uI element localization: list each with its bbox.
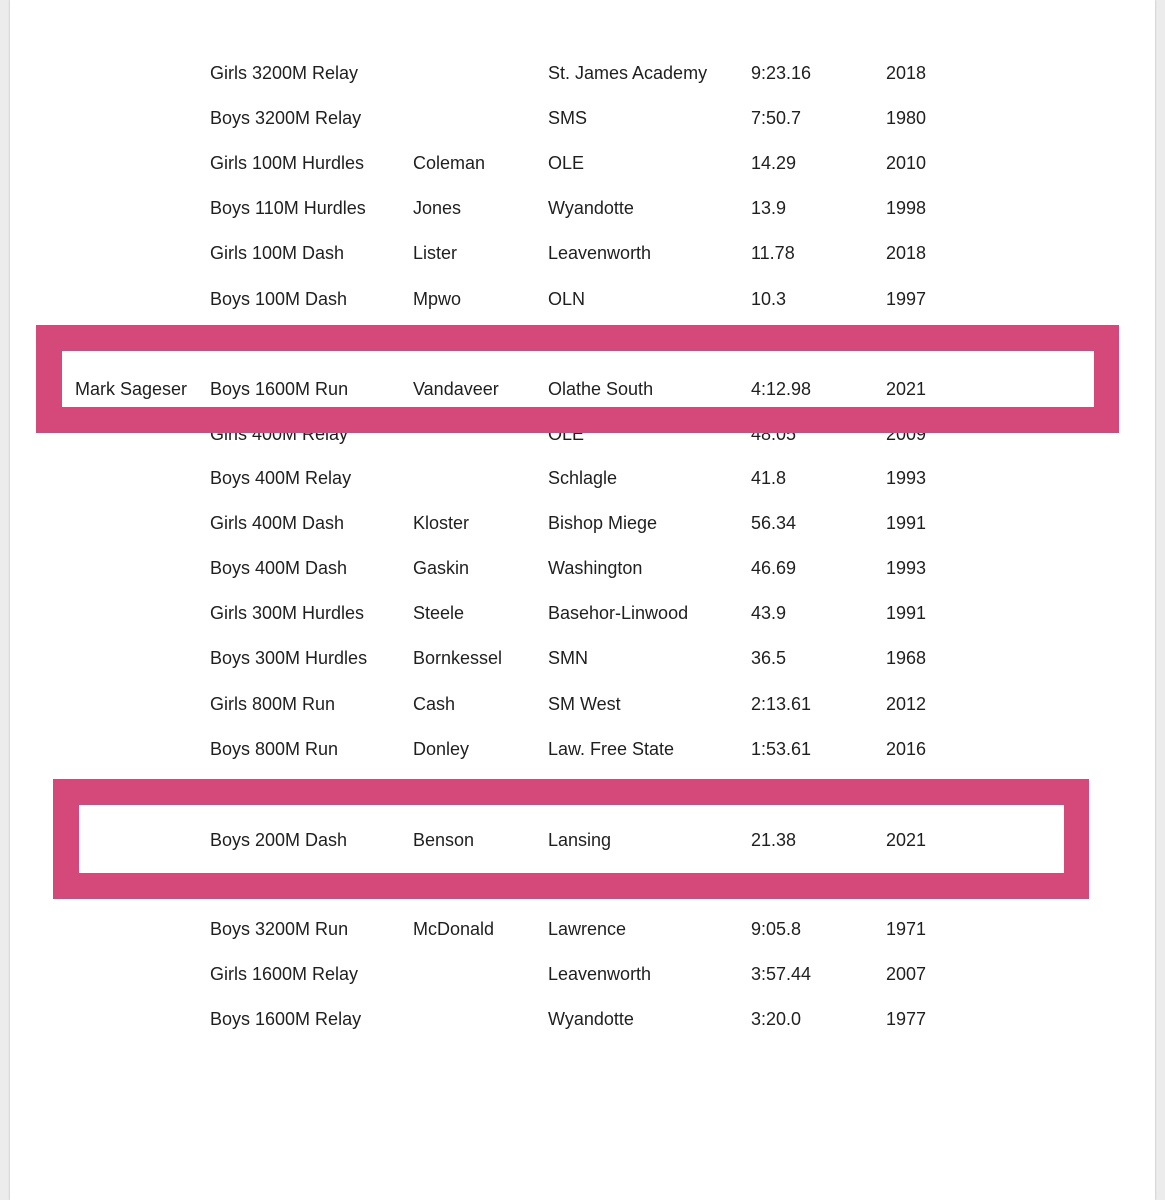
table-row — [0, 689, 1165, 719]
year-cell: 2021 — [886, 830, 927, 850]
year-cell: 1998 — [886, 198, 927, 219]
event-cell: Boys 800M Run — [210, 738, 339, 759]
year-cell: 1968 — [886, 648, 927, 669]
event-cell: Boys 400M Relay — [210, 468, 352, 488]
table-row — [0, 463, 1165, 493]
mark-cell: 3:57.44 — [751, 964, 812, 985]
table-row — [0, 734, 1165, 764]
highlighted-row — [0, 825, 1165, 855]
school-cell: St. James Academy — [548, 63, 708, 83]
event-cell: Girls 400M Dash — [210, 513, 345, 534]
school-cell: OLN — [548, 288, 586, 309]
school-cell: Washington — [548, 558, 643, 579]
event-cell: Boys 1600M Relay — [210, 1009, 362, 1030]
event-cell: Girls 100M Dash — [210, 243, 345, 264]
mark-cell: 56.34 — [751, 513, 797, 534]
mark-cell: 10.3 — [751, 288, 787, 309]
event-cell: Boys 1600M Run — [210, 379, 349, 399]
school-cell: Lansing — [548, 830, 612, 850]
mark-cell: 46.69 — [751, 558, 797, 579]
school-cell: SMS — [548, 108, 588, 129]
school-cell: OLE — [548, 424, 585, 444]
table-row — [0, 508, 1165, 538]
year-cell: 1980 — [886, 108, 927, 129]
event-cell: Girls 100M Hurdles — [210, 153, 365, 174]
table-row — [0, 914, 1165, 944]
athlete-cell: McDonald — [413, 919, 495, 939]
table-row — [0, 553, 1165, 583]
mark-cell: 4:12.98 — [751, 379, 812, 399]
mark-cell: 9:23.16 — [751, 63, 812, 83]
school-cell: Wyandotte — [548, 198, 634, 219]
table-row — [0, 58, 1165, 88]
athlete-cell: Bornkessel — [413, 648, 503, 669]
mark-cell: 41.8 — [751, 468, 787, 488]
school-cell: Bishop Miege — [548, 513, 658, 534]
event-cell: Girls 400M Relay — [210, 424, 349, 444]
mark-cell: 9:05.8 — [751, 919, 802, 939]
school-cell: Leavenworth — [548, 964, 652, 985]
mark-cell: 1:53.61 — [751, 738, 812, 759]
athlete-cell: Lister — [413, 243, 458, 264]
athlete-cell: Gaskin — [413, 558, 470, 579]
table-row — [0, 193, 1165, 223]
mark-cell: 2:13.61 — [751, 693, 812, 714]
year-cell: 2021 — [886, 379, 927, 399]
year-cell: 1977 — [886, 1009, 927, 1030]
name-cell: Mark Sageser — [75, 379, 188, 399]
year-cell: 1991 — [886, 513, 927, 534]
year-cell: 1971 — [886, 919, 927, 939]
athlete-cell: Steele — [413, 603, 465, 624]
event-cell: Boys 110M Hurdles — [210, 198, 366, 219]
athlete-cell: Jones — [413, 198, 462, 219]
school-cell: OLE — [548, 153, 585, 174]
athlete-cell: Coleman — [413, 153, 486, 174]
school-cell: Leavenworth — [548, 243, 652, 264]
year-cell: 2007 — [886, 964, 927, 985]
event-cell: Boys 400M Dash — [210, 558, 348, 579]
school-cell: Lawrence — [548, 919, 627, 939]
event-cell: Girls 800M Run — [210, 693, 336, 714]
table-row — [0, 643, 1165, 673]
school-cell: SMN — [548, 648, 588, 669]
athlete-cell: Kloster — [413, 513, 470, 534]
school-cell: Schlagle — [548, 468, 618, 488]
athlete-cell: Cash — [413, 693, 456, 714]
athlete-cell: Vandaveer — [413, 379, 499, 399]
mark-cell: 7:50.7 — [751, 108, 802, 129]
mark-cell: 14.29 — [751, 153, 797, 174]
highlighted-row — [0, 374, 1165, 404]
year-cell: 2018 — [886, 63, 927, 83]
table-row — [0, 598, 1165, 628]
event-cell: Boys 3200M Run — [210, 919, 349, 939]
athlete-cell: Mpwo — [413, 288, 462, 309]
mark-cell: 11.78 — [751, 243, 795, 264]
year-cell: 1993 — [886, 558, 927, 579]
table-row — [0, 1004, 1165, 1034]
mark-cell: 43.9 — [751, 603, 787, 624]
table-row — [0, 238, 1165, 268]
event-cell: Girls 1600M Relay — [210, 964, 359, 985]
year-cell: 1997 — [886, 288, 927, 309]
event-cell: Boys 100M Dash — [210, 288, 348, 309]
year-cell: 2016 — [886, 738, 927, 759]
year-cell: 1993 — [886, 468, 927, 488]
school-cell: SM West — [548, 693, 621, 714]
mark-cell: 21.38 — [751, 830, 797, 850]
year-cell: 2009 — [886, 424, 927, 444]
table-row — [0, 103, 1165, 133]
mark-cell: 48.05 — [751, 424, 797, 444]
mark-cell: 3:20.0 — [751, 1009, 802, 1030]
event-cell: Girls 3200M Relay — [210, 63, 359, 83]
year-cell: 1991 — [886, 603, 927, 624]
school-cell: Law. Free State — [548, 738, 675, 759]
athlete-cell: Donley — [413, 738, 470, 759]
event-cell: Boys 3200M Relay — [210, 108, 362, 129]
event-cell: Boys 300M Hurdles — [210, 648, 368, 669]
year-cell: 2012 — [886, 693, 927, 714]
table-row — [0, 148, 1165, 178]
school-cell: Wyandotte — [548, 1009, 634, 1030]
event-cell: Boys 200M Dash — [210, 830, 348, 850]
year-cell: 2010 — [886, 153, 927, 174]
table-row — [0, 284, 1165, 314]
year-cell: 2018 — [886, 243, 927, 264]
school-cell: Olathe South — [548, 379, 654, 399]
athlete-cell: Benson — [413, 830, 475, 850]
event-cell: Girls 300M Hurdles — [210, 603, 365, 624]
mark-cell: 13.9 — [751, 198, 787, 219]
table-row — [0, 959, 1165, 989]
mark-cell: 36.5 — [751, 648, 787, 669]
school-cell: Basehor-Linwood — [548, 603, 689, 624]
